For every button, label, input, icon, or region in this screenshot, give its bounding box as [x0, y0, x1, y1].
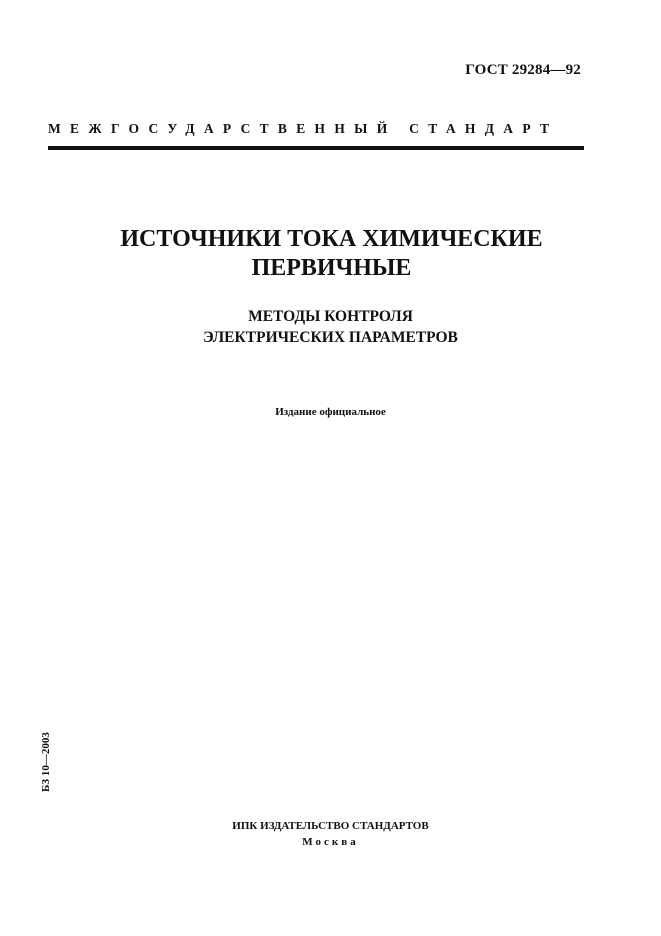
subtitle-line-1: МЕТОДЫ КОНТРОЛЯ — [248, 308, 413, 325]
side-code: БЗ 10—2003 — [40, 732, 52, 792]
title-line-1: ИСТОЧНИКИ ТОКА ХИМИЧЕСКИЕ — [120, 226, 543, 252]
subtitle-line-2: ЭЛЕКТРИЧЕСКИХ ПАРАМЕТРОВ — [203, 329, 458, 346]
document-title — [0, 225, 661, 283]
header-band — [48, 120, 584, 150]
standard-number: ГОСТ 29284—92 — [465, 62, 581, 78]
title-line-2: ПЕРВИЧНЫЕ — [251, 255, 412, 281]
document-subtitle — [0, 306, 661, 348]
header-title: МЕЖГОСУДАРСТВЕННЫЙ СТАНДАРТ — [48, 121, 559, 136]
publisher-name: ИПК ИЗДАТЕЛЬСТВО СТАНДАРТОВ — [232, 820, 429, 832]
edition-label: Издание официальное — [275, 406, 386, 418]
publisher-block — [0, 818, 661, 850]
publisher-city: Москва — [302, 836, 359, 848]
header-divider — [48, 146, 584, 150]
